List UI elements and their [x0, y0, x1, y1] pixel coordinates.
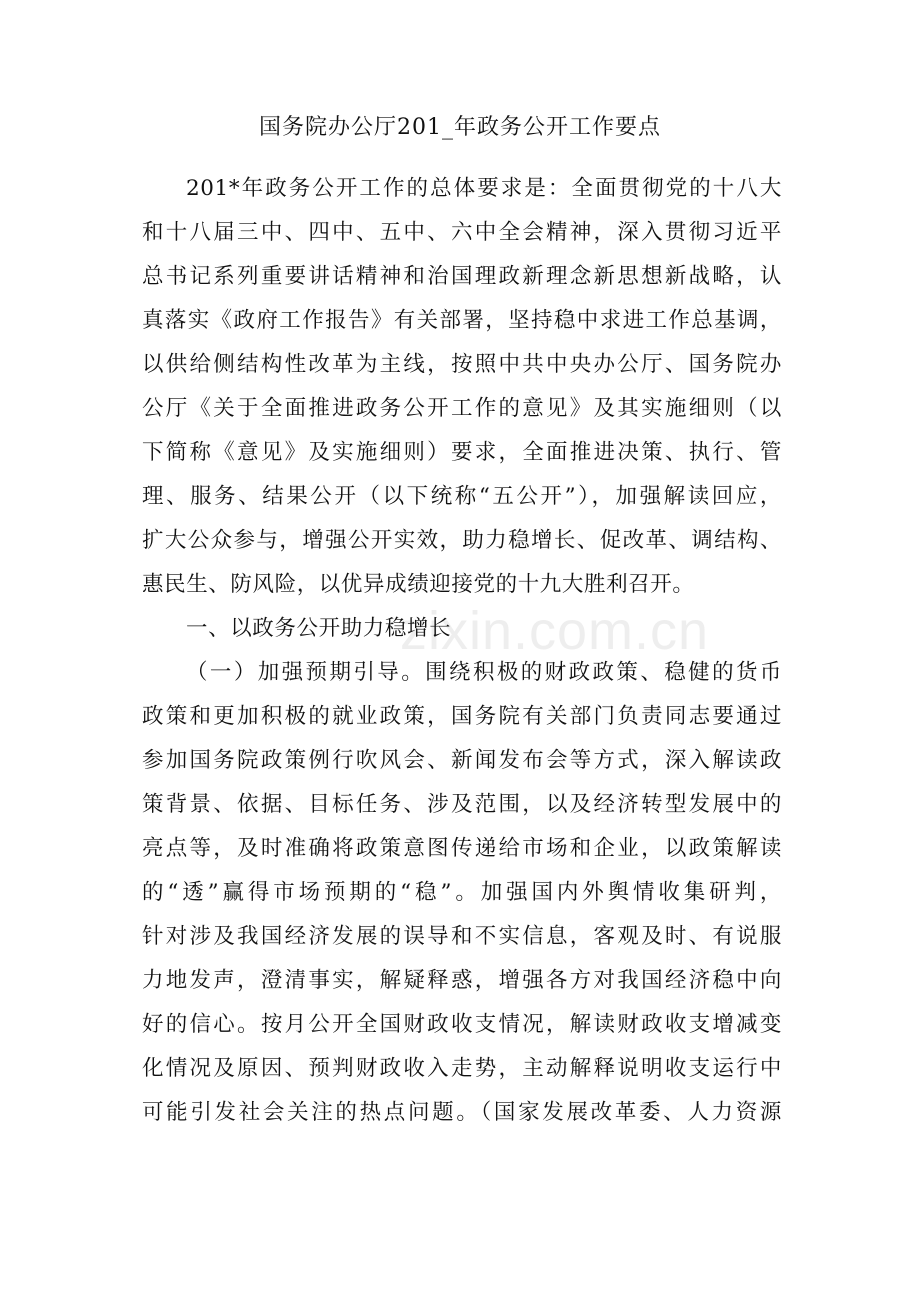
paragraph-line: 理、服务、结果公开（以下统称“五公开”），加强解读回应， — [142, 484, 782, 509]
paragraph-line: 真落实《政府工作报告》有关部署，坚持稳中求进工作总基调， — [142, 308, 782, 333]
paragraph-line: 好的信心。按月公开全国财政收支情况，解读财政收支增减变 — [142, 1012, 782, 1037]
paragraph-line: 总书记系列重要讲话精神和治国理政新理念新思想新战略，认 — [142, 264, 782, 289]
paragraph-line: 力地发声，澄清事实，解疑释惑，增强各方对我国经济稳中向 — [142, 968, 782, 993]
paragraph-line: 和十八届三中、四中、五中、六中全会精神，深入贯彻习近平 — [142, 220, 782, 245]
paragraph-line: 下简称《意见》及实施细则）要求，全面推进决策、执行、管 — [142, 440, 782, 465]
section-heading: 一、以政务公开助力稳增长 — [186, 616, 452, 641]
paragraph-line: 的“透”赢得市场预期的“稳”。加强国内外舆情收集研判， — [142, 880, 782, 905]
paragraph-line: 惠民生、防风险，以优异成绩迎接党的十九大胜利召开。 — [142, 572, 695, 597]
paragraph-line: 化情况及原因、预判财政收入走势，主动解释说明收支运行中 — [142, 1056, 782, 1081]
paragraph-line: 针对涉及我国经济发展的误导和不实信息，客观及时、有说服 — [142, 924, 782, 949]
paragraph-line: 策背景、依据、目标任务、涉及范围，以及经济转型发展中的 — [142, 792, 782, 817]
paragraph-line: （一）加强预期引导。围绕积极的财政政策、稳健的货币 — [186, 660, 782, 685]
paragraph-line: 扩大公众参与，增强公开实效，助力稳增长、促改革、调结构、 — [142, 528, 782, 553]
document-title: 国务院办公厅201_年政务公开工作要点 — [259, 115, 661, 140]
paragraph-line: 参加国务院政策例行吹风会、新闻发布会等方式，深入解读政 — [142, 748, 782, 773]
paragraph-line: 可能引发社会关注的热点问题。（国家发展改革委、人力资源 — [142, 1100, 782, 1125]
paragraph-line: 公厅《关于全面推进政务公开工作的意见》及其实施细则（以 — [142, 396, 782, 421]
paragraph-line: 以供给侧结构性改革为主线，按照中共中央办公厅、国务院办 — [142, 352, 782, 377]
paragraph-line: 政策和更加积极的就业政策，国务院有关部门负责同志要通过 — [142, 704, 782, 729]
watermark-text: zixin.com.cn — [400, 601, 710, 661]
paragraph-line: 201*年政务公开工作的总体要求是：全面贯彻党的十八大 — [186, 176, 782, 201]
paragraph-line: 亮点等，及时准确将政策意图传递给市场和企业，以政策解读 — [142, 836, 782, 861]
